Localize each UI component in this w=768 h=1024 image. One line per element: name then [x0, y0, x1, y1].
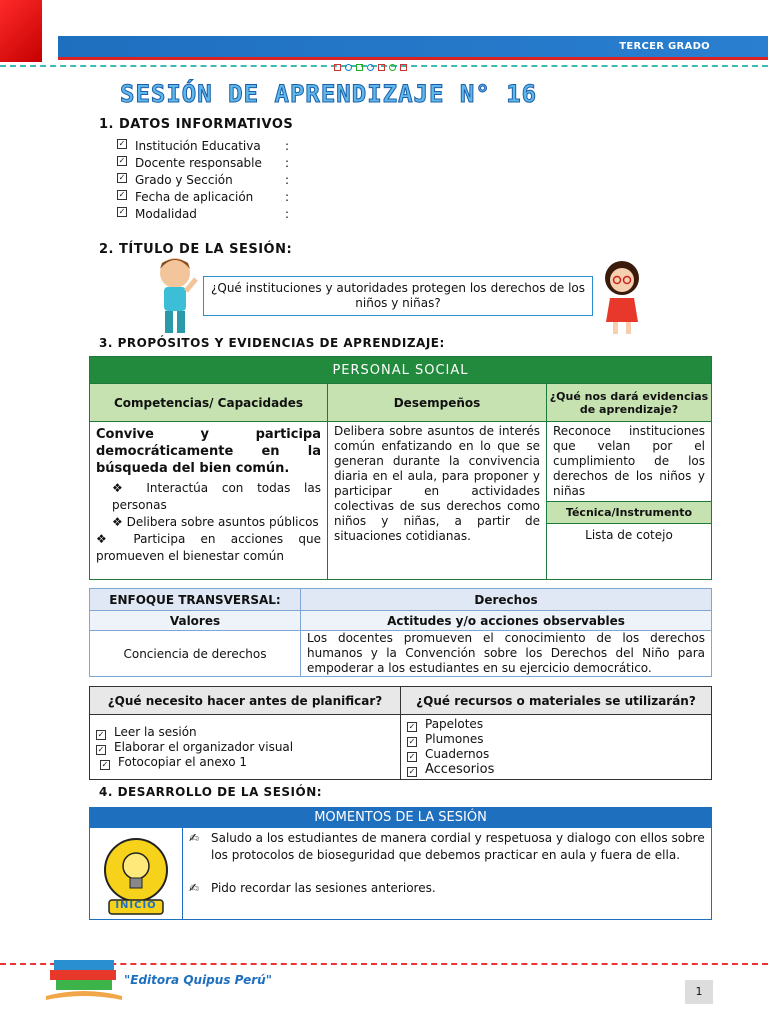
- momentos-table: [89, 807, 712, 920]
- capacidad-item: ❖ Delibera sobre asuntos públicos: [112, 515, 319, 529]
- checkbox-icon: ✓: [408, 752, 416, 761]
- antes-item: ✓ Fotocopiar el anexo 1: [101, 754, 248, 769]
- propositos-table: [89, 356, 712, 580]
- capacidad-item: ❖ Interactúa con todas las personas: [112, 481, 322, 512]
- checkbox-icon: ✓: [101, 759, 109, 769]
- antes-list: [90, 715, 401, 780]
- boy-illustration: [150, 255, 200, 337]
- titulo-heading: 2. TÍTULO DE LA SESIÓN:: [99, 242, 293, 257]
- col-competencias: Competencias/ Capacidades: [90, 384, 328, 422]
- q-recursos: ¿Qué recursos o materiales se utilizarán?: [401, 687, 712, 715]
- antes-item: ✓ Elaborar el organizador visual: [97, 739, 294, 754]
- accion-cell: Los docentes promueven el conocimiento de los derechos humanos y la Convención sobre los Derechos del Niño para empoderar a los estudiantes en su ejercicio democrático.: [301, 631, 712, 677]
- checkbox-icon: ✓: [118, 156, 126, 165]
- recurso-item: ✓ Papelotes: [408, 717, 484, 731]
- inicio-cell: [90, 828, 183, 920]
- competencia-text: Convive y participa democráticamente en la búsqueda del bien común.: [96, 427, 321, 476]
- page-number: 1: [685, 980, 713, 1004]
- decorative-shapes: [334, 64, 407, 71]
- step-item: ✍ Pido recordar las sesiones anteriores.: [189, 881, 436, 895]
- datos-item: ✓ Docente responsable :: [118, 156, 290, 170]
- momentos-header: MOMENTOS DE LA SESIÓN: [90, 808, 712, 828]
- datos-list: [117, 138, 289, 223]
- checkbox-icon: ✓: [408, 737, 416, 746]
- desempeno-cell: Delibera sobre asuntos de interés común enfatizando en lo que se generan durante la convivencia diaria en el aula, para proponer y participar en actividades colectivas de sus derechos como niños y niñas, a partir de situaciones cotidianas.: [328, 422, 547, 580]
- actitudes-header: Actitudes y/o acciones observables: [301, 611, 712, 631]
- checkbox-icon: ✓: [408, 767, 416, 776]
- books-icon: [44, 952, 124, 1002]
- recurso-item: ✓ Cuadernos: [408, 747, 490, 761]
- col-desempenos: Desempeños: [328, 384, 547, 422]
- tecnica-value: Lista de cotejo: [585, 528, 673, 542]
- datos-item: ✓ Modalidad :: [118, 207, 290, 221]
- tecnica-cell: [547, 502, 712, 580]
- grade-label: TERCER GRADO: [619, 41, 710, 52]
- recurso-item: ✓ Plumones: [408, 732, 484, 746]
- publisher-name: "Editora Quipus Perú": [124, 973, 272, 987]
- pencil-icon: ✍: [189, 881, 200, 895]
- q-planificar: ¿Qué necesito hacer antes de planificar?: [90, 687, 401, 715]
- girl-illustration: [596, 258, 646, 338]
- valores-header: Valores: [90, 611, 301, 631]
- recurso-item: ✓ Accesorios: [408, 762, 495, 777]
- valor-cell: Conciencia de derechos: [90, 631, 301, 677]
- checkbox-icon: ✓: [408, 722, 416, 731]
- planificar-table: [89, 686, 712, 780]
- checkbox-icon: ✓: [118, 207, 126, 216]
- area-header: PERSONAL SOCIAL: [90, 357, 712, 384]
- datos-item: ✓ Grado y Sección :: [118, 173, 290, 187]
- enfoque-label: ENFOQUE TRANSVERSAL:: [90, 589, 301, 611]
- tecnica-header: Técnica/Instrumento: [547, 502, 711, 524]
- header-red-corner: [0, 0, 42, 62]
- desarrollo-heading: 4. DESARROLLO DE LA SESIÓN:: [99, 785, 323, 799]
- inicio-steps: [183, 828, 712, 920]
- session-title-box: ¿Qué instituciones y autoridades protegen los derechos de los niños y niñas?: [203, 276, 593, 316]
- antes-item: ✓ Leer la sesión: [97, 724, 197, 739]
- col-evidencias: ¿Qué nos dará evidencias de aprendizaje?: [547, 384, 712, 422]
- checkbox-icon: ✓: [118, 190, 126, 199]
- enfoque-table: [89, 588, 712, 677]
- checkbox-icon: ✓: [118, 173, 126, 182]
- inicio-label: INICIO: [115, 900, 157, 911]
- capacidad-item: ❖ Participa en acciones que promueven el bienestar común: [96, 532, 321, 563]
- enfoque-name: Derechos: [301, 589, 712, 611]
- session-title: SESIÓN DE APRENDIZAJE N° 16: [120, 80, 538, 108]
- recursos-list: [401, 715, 712, 780]
- propositos-heading: 3. PROPÓSITOS Y EVIDENCIAS DE APRENDIZAJE:: [99, 336, 445, 350]
- pencil-icon: ✍: [189, 831, 200, 845]
- competencia-cell: [90, 422, 328, 580]
- evidencia-cell: Reconoce instituciones que velan por el cumplimiento de los derechos de los niños y niñas: [547, 422, 712, 502]
- datos-item: ✓ Fecha de aplicación :: [118, 190, 290, 204]
- checkbox-icon: ✓: [97, 729, 105, 739]
- checkbox-icon: ✓: [118, 139, 126, 148]
- step-item: ✍ Saludo a los estudiantes de manera cordial y respetuosa y dialogo con ellos sobre los protocolos de bioseguridad que debemos practicar en aula y fuera de ella.: [189, 831, 705, 862]
- datos-heading: 1. DATOS INFORMATIVOS: [99, 117, 294, 132]
- checkbox-icon: ✓: [97, 744, 105, 754]
- datos-item: ✓ Institución Educativa :: [118, 139, 290, 153]
